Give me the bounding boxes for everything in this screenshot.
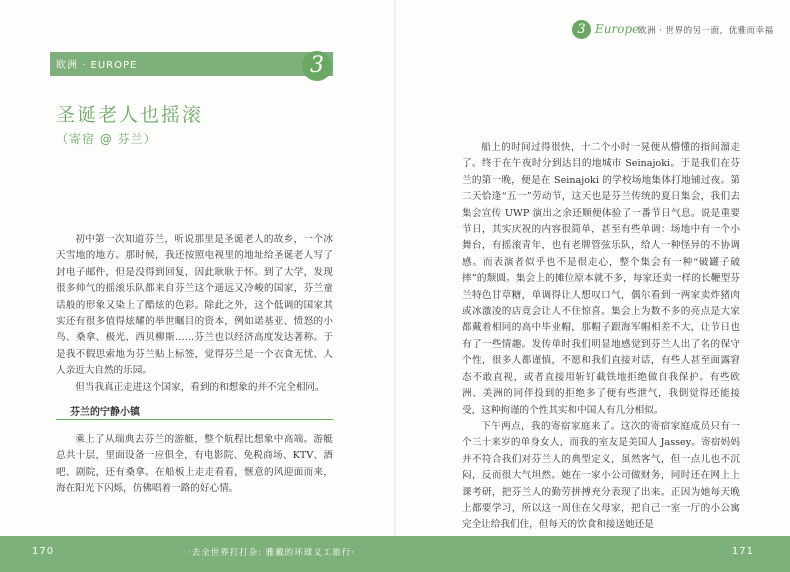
right-body-text (462, 140, 740, 534)
header-chapter-badge: 3 (572, 20, 591, 39)
header-caption: 欧洲 · 世界的另一面，优雅而幸福 (638, 26, 774, 36)
chapter-number-badge: 3 (302, 51, 332, 81)
page-gutter (394, 0, 396, 536)
section-label: 欧洲 · EUROPE (56, 60, 138, 71)
subheading-text: 芬兰的宁静小镇 (70, 407, 140, 418)
paragraph: 但当我真正走进这个国家，看到的和想象的并不完全相同。 (75, 381, 325, 393)
section-subheading (56, 400, 333, 420)
footer-band (0, 536, 790, 572)
left-body-text-2 (56, 432, 333, 498)
paragraph: 初中第一次知道芬兰，听说那里是圣诞老人的故乡，一个冰天雪地的地方。那时候，我还按照电视里的地址给圣诞老人写了封电子邮件，但是没得到回复，因此耿耿于怀。到了大学，发现很多帅气的摇滚乐队都来自芬兰这个遥远又冷峻的国家，芬兰童话般的形象又染上了酷炫的色彩。除此之外，这个低调的国家其实还有很多值得炫耀的举世瞩目的资本，例如诺基亚、愤怒的小鸟、桑拿、极光、西贝柳斯……芬兰也以经济高度发达著称。于是我不假思索地为芬兰贴上标签，觉得芬兰是一个衣食无忧、人人亲近大自然的乐园。 (56, 234, 333, 377)
header-region-word: Europe (595, 22, 640, 36)
page-number-left: 170 (32, 546, 55, 557)
chapter-title: 圣诞老人也摇滚 (56, 104, 204, 126)
paragraph: 船上的时间过得很快，十二个小时一晃便从懵懂的指间溜走了。终于在午夜时分到达目的地城市 Seinajoki。于是我们在芬兰的第一晚，便是在 Seinajoki 的学校场地集体打地铺过夜。第二天恰逢“五一”劳动节，这天也是芬兰传统的夏日集会，我们去集会宣传 UWP 演出之余还顺便体验了一番节日气息。说是重要节日，其实庆祝的内容很简单，甚至有些单调：场地中有一个小舞台，有摇滚青年，也有老牌管弦乐队，给人一种怪异的不协调感。而表演者似乎也不是很走心，整个集会有一种“破罐子破摔”的颓圆。集会上的摊位原本就不多，每家还卖一样的长鞭型芬兰特色甘草糖，单调得让人想叹口气，偶尔看到一两家卖炸猪肉或冰激凌的店竟会让人不住惊喜。集会上为数不多的亮点是大家都戴着相同的高中毕业帽，那帽子跟海军帽相差不大，让节日也有了一些情趣。发传单时我们明显地感觉到芬兰人出了名的保守个性，很多人都谨慎，不愿和我们直接对话，有些人甚至面露窘态不敢直视，或者直接用斩钉截铁地拒绝做自我保护。有些欧洲、美洲的同伴投到的拒绝多了便有些泄气，我倒觉得还能接受，这种拘谨的个性其实和中国人有几分相似。 (462, 142, 740, 416)
paragraph: 下午两点，我的寄宿家庭来了。这次的寄宿家庭成员只有一个三十来岁的单身女人，而我的室友是美国人 Jassey。寄宿妈妈并不符合我们对芬兰人的典型定义，虽然客气，但一点儿也不沉闷，反而很大气坦然。她在一家小公司做财务，同时还在网上上课考研，把芬兰人的勤劳拼搏充分表现了出来。正因为她每天晚上都要学习，所以这一周住在父母家，把自己一室一厅的小公寓完全让给我们住，但每天的饮食和接送她还是 (462, 420, 740, 531)
chapter-subtitle: （寄宿 @ 芬兰） (56, 132, 157, 146)
page-number-right: 171 (731, 546, 754, 557)
book-title-footer: ·去全世界打打杂: 雅戴的环球义工旅行· (188, 548, 355, 558)
left-body-text (56, 232, 333, 396)
section-bar (50, 52, 333, 76)
paragraph: 乘上了从瑞典去芬兰的游艇，整个航程比想象中高端。游艇总共十层，里面设备一应俱全，有电影院、免税商场、KTV、酒吧、剧院，还有桑拿。在船板上走走看看，惬意的风迎面而来，海在阳光下闪烁，仿佛唱着一路的好心情。 (56, 434, 333, 495)
